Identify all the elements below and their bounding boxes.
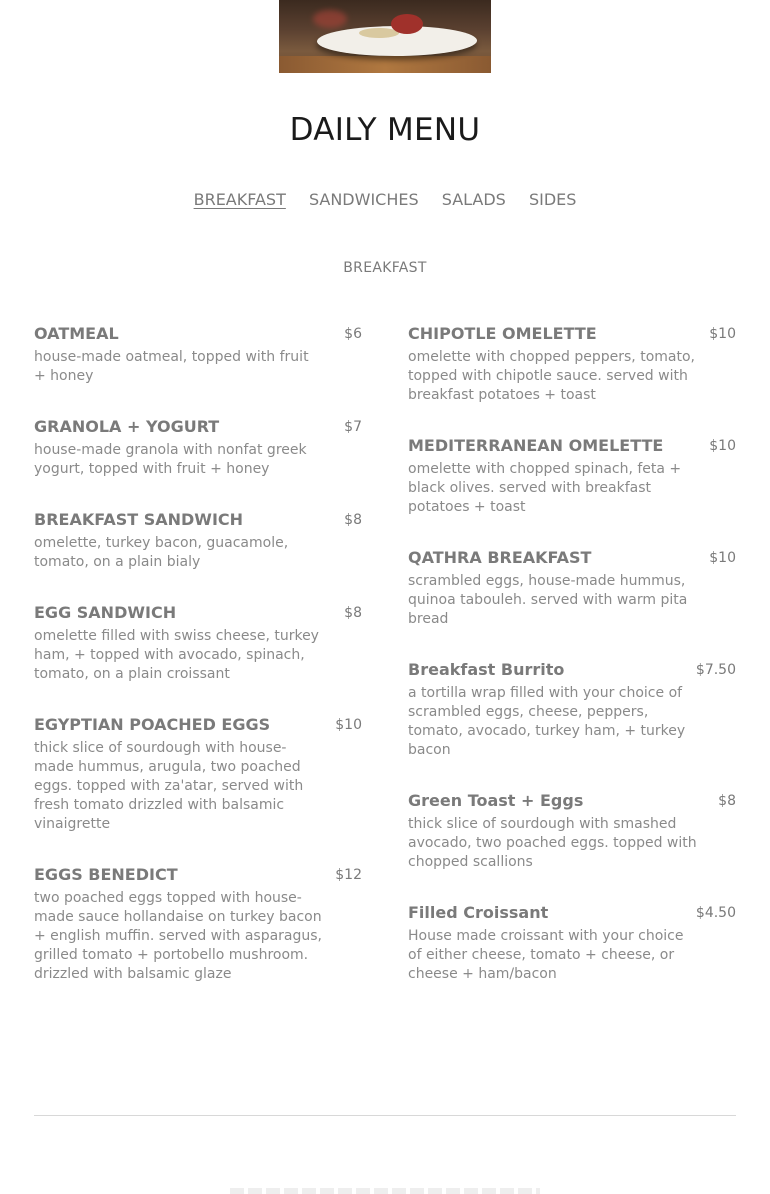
item-name: OATMEAL	[34, 324, 119, 343]
item-price: $6	[344, 326, 362, 342]
hero-image	[279, 0, 491, 73]
item-name: EGGS BENEDICT	[34, 865, 178, 884]
item-description: omelette with chopped peppers, tomato, topped with chipotle sauce. served with breakfast potatoes + toast	[408, 349, 695, 403]
item-description: thick slice of sourdough with smashed avocado, two poached eggs. topped with chopped scallions	[408, 816, 697, 870]
menu-item	[408, 791, 736, 872]
section-title: BREAKFAST	[343, 260, 427, 276]
item-price: $10	[709, 550, 736, 566]
item-name: Green Toast + Eggs	[408, 791, 584, 810]
item-price: $10	[709, 438, 736, 454]
footer-divider	[34, 1115, 736, 1116]
item-name: MEDITERRANEAN OMELETTE	[408, 436, 664, 455]
menu-item	[408, 548, 736, 629]
item-name: BREAKFAST SANDWICH	[34, 510, 244, 529]
menu-item	[34, 865, 362, 984]
footer-edge	[230, 1188, 540, 1194]
tab-breakfast[interactable]: BREAKFAST	[193, 190, 286, 209]
item-name: EGYPTIAN POACHED EGGS	[34, 715, 271, 734]
menu-item	[34, 324, 362, 386]
item-price: $8	[344, 605, 362, 621]
item-description: omelette, turkey bacon, guacamole, tomato, on a plain bialy	[34, 535, 289, 570]
menu-item	[34, 510, 362, 572]
page-title: DAILY MENU	[289, 112, 481, 148]
item-price: $10	[709, 326, 736, 342]
item-description: House made croissant with your choice of either cheese, tomato + cheese, or cheese + ham/bacon	[408, 928, 684, 982]
item-description: scrambled eggs, house-made hummus, quinoa tabouleh. served with warm pita bread	[408, 573, 688, 627]
item-description: thick slice of sourdough with house-made hummus, arugula, two poached eggs. topped with za'atar, served with fresh tomato drizzled with balsamic vinaigrette	[34, 740, 304, 832]
item-description: omelette with chopped spinach, feta + black olives. served with breakfast potatoes + toast	[408, 461, 682, 515]
tab-sandwiches[interactable]: SANDWICHES	[308, 190, 419, 209]
item-name: Breakfast Burrito	[408, 660, 565, 679]
item-price: $10	[335, 717, 362, 733]
menu-item	[34, 417, 362, 479]
menu-column-left	[34, 324, 362, 1015]
item-price: $4.50	[695, 905, 736, 921]
item-name: EGG SANDWICH	[34, 603, 177, 622]
item-name: Filled Croissant	[408, 903, 549, 922]
item-description: a tortilla wrap filled with your choice of scrambled eggs, cheese, peppers, tomato, avocado, turkey ham, + turkey bacon	[408, 685, 686, 758]
menu-item	[408, 324, 736, 405]
menu-item	[34, 603, 362, 684]
item-description: house-made granola with nonfat greek yogurt, topped with fruit + honey	[34, 442, 307, 477]
item-name: GRANOLA + YOGURT	[34, 417, 220, 436]
menu-item	[408, 660, 736, 760]
tab-salads[interactable]: SALADS	[441, 190, 506, 209]
item-description: house-made oatmeal, topped with fruit + honey	[34, 349, 309, 384]
item-description: two poached eggs topped with house-made sauce hollandaise on turkey bacon + english muffin. served with asparagus, grilled tomato + portobello mushroom. drizzled with balsamic glaze	[34, 890, 322, 982]
item-description: omelette filled with swiss cheese, turkey ham, + topped with avocado, spinach, tomato, on a plain croissant	[34, 628, 319, 682]
item-price: $8	[344, 512, 362, 528]
item-price: $7.50	[695, 662, 736, 678]
item-price: $7	[344, 419, 362, 435]
menu-item	[408, 436, 736, 517]
menu-item	[34, 715, 362, 834]
item-name: QATHRA BREAKFAST	[408, 548, 592, 567]
item-name: CHIPOTLE OMELETTE	[408, 324, 597, 343]
item-price: $8	[718, 793, 736, 809]
menu-item	[408, 903, 736, 984]
tab-sides[interactable]: SIDES	[528, 190, 577, 209]
menu-column-right	[408, 324, 736, 1015]
item-price: $12	[335, 867, 362, 883]
menu-category-nav	[0, 190, 770, 209]
